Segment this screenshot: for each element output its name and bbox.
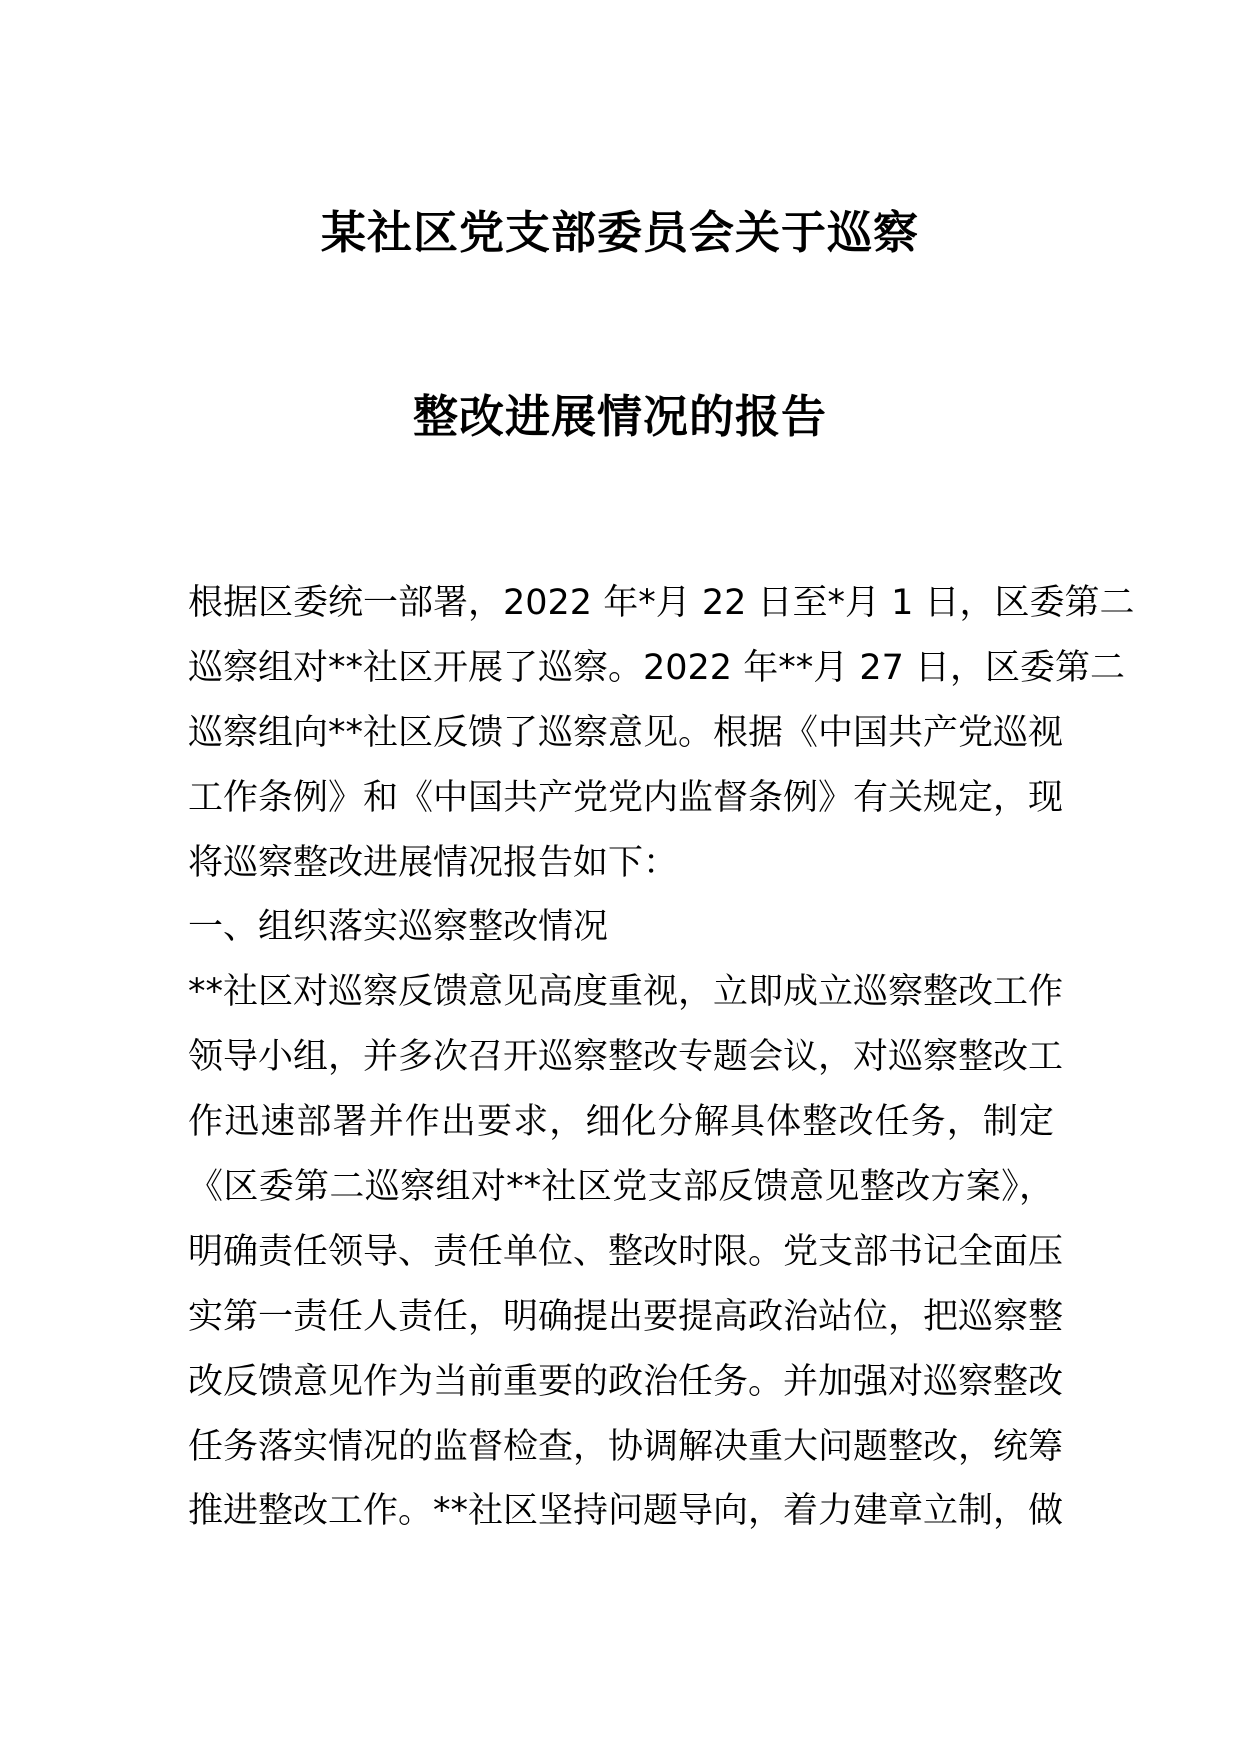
paragraph-line: 巡察组向**社区反馈了巡察意见。根据《中国共产党巡视	[188, 712, 1064, 753]
document-body	[188, 571, 1135, 1544]
paragraph-line: **社区对巡察反馈意见高度重视，立即成立巡察整改工作	[188, 972, 1064, 1013]
paragraph-line: 作迅速部署并作出要求，细化分解具体整改任务，制定	[188, 1102, 1054, 1143]
paragraph-line: 任务落实情况的监督检查，协调解决重大问题整改，统筹	[188, 1426, 1064, 1467]
paragraph-line: 改反馈意见作为当前重要的政治任务。并加强对巡察整改	[188, 1361, 1064, 1402]
paragraph-line: 根据区委统一部署，2022 年*月 22 日至*月 1 日，区委第二	[188, 583, 1135, 623]
paragraph-line: 将巡察整改进展情况报告如下：	[188, 842, 679, 883]
paragraph-line: 工作条例》和《中国共产党党内监督条例》有关规定，现	[188, 777, 1064, 818]
section-heading: 一、组织落实巡察整改情况	[188, 907, 609, 948]
paragraph-line: 领导小组，并多次召开巡察整改专题会议，对巡察整改工	[188, 1037, 1064, 1078]
paragraph-line: 《区委第二巡察组对**社区党支部反馈意见整改方案》，	[188, 1167, 1054, 1208]
paragraph-line: 明确责任领导、责任单位、整改时限。党支部书记全面压	[188, 1231, 1064, 1272]
paragraph-line: 巡察组对**社区开展了巡察。2022 年**月 27 日，区委第二	[188, 647, 1125, 688]
paragraph-line: 推进整改工作。**社区坚持问题导向，着力建章立制，做	[188, 1491, 1064, 1532]
document-title-line-1: 某社区党支部委员会关于巡察	[320, 206, 919, 259]
document-title-line-2: 整改进展情况的报告	[412, 390, 827, 443]
paragraph-line: 实第一责任人责任，明确提出要提高政治站位，把巡察整	[188, 1296, 1064, 1337]
